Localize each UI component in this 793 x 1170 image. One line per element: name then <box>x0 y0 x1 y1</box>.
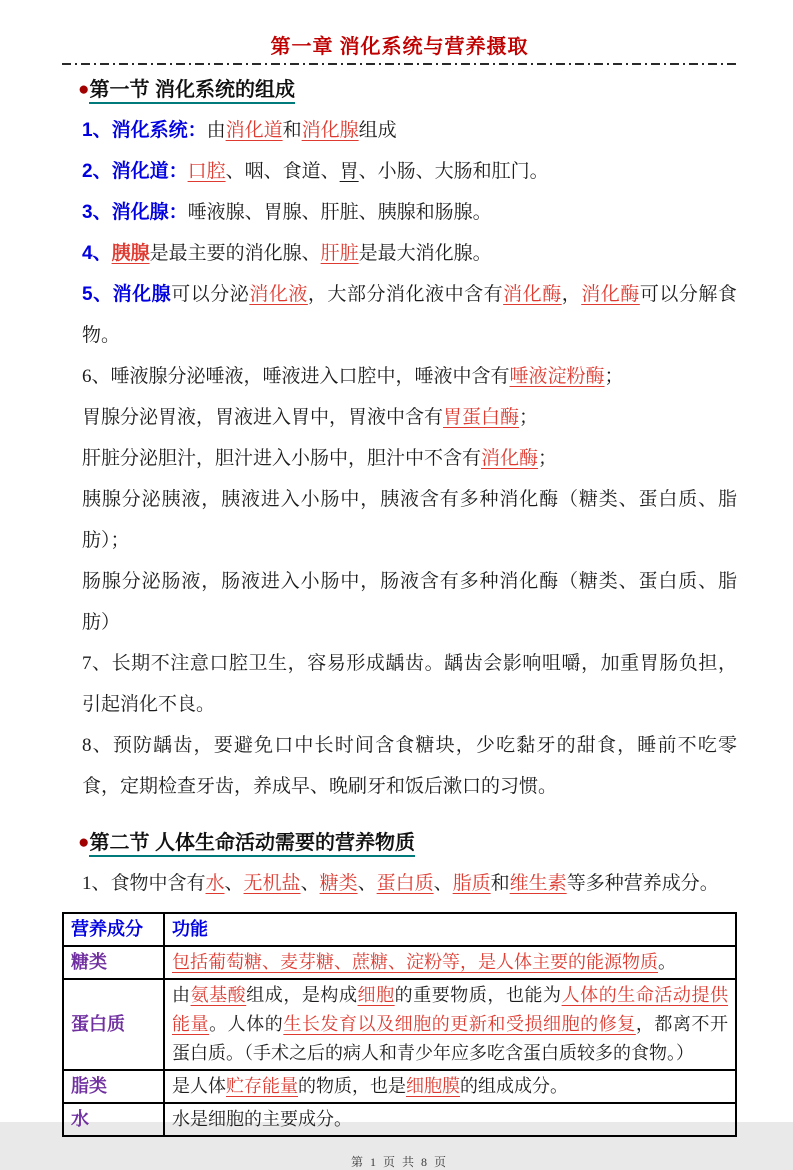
text-run: 水 <box>71 1109 89 1129</box>
table-row <box>63 1070 736 1103</box>
text-run: 和 <box>282 120 302 141</box>
text-run: 等多种营养成分。 <box>566 873 719 894</box>
text-run: 人体的生命活动提供能量 <box>172 985 729 1034</box>
text-run: 肝脏 <box>320 243 359 264</box>
text-run: 。人体的 <box>209 1014 284 1034</box>
text-run: 氨基酸 <box>190 985 247 1005</box>
nutrient-content-cell <box>164 946 736 979</box>
text-run: 生长发育以及细胞的更新和受损细胞的修复 <box>283 1014 636 1034</box>
paragraph <box>82 863 737 904</box>
section2-body <box>82 863 737 904</box>
text-run: 是最主要的消化腺、 <box>149 243 321 264</box>
paragraph <box>82 274 737 356</box>
text-run: 维生素 <box>509 873 567 894</box>
nutrient-label-cell <box>63 979 164 1070</box>
text-run: 1、消化系统： <box>82 120 207 141</box>
page-footer: 第 1 页 共 8 页 <box>350 1155 448 1169</box>
text-run: 的物质，也是 <box>298 1076 406 1096</box>
table-header-row <box>63 913 736 946</box>
section2-heading <box>78 829 737 857</box>
text-run: 细胞 <box>357 985 395 1005</box>
text-run: 、咽、食道、 <box>225 161 340 182</box>
text-run: 、 <box>224 873 244 894</box>
text-run: ，大部分消化液中含有 <box>307 284 504 305</box>
text-run: 消化酶 <box>481 448 539 469</box>
text-run: 、小肠、大肠和肛门。 <box>358 161 549 182</box>
text-run: 胰腺分泌胰液，胰液进入小肠中，胰液含有多种消化酶（糖类、蛋白质、脂肪）； <box>82 489 737 551</box>
paragraph <box>82 110 737 151</box>
text-run: 胃蛋白酶 <box>443 407 520 428</box>
text-run: 消化酶 <box>581 284 640 305</box>
paragraph <box>82 192 737 233</box>
text-run: 3、消化腺： <box>82 202 188 223</box>
text-run: 的重要物质，也能为 <box>394 985 562 1005</box>
paragraph <box>82 643 737 725</box>
text-run: 细胞膜 <box>406 1076 460 1096</box>
text-run: 贮存能量 <box>226 1076 298 1096</box>
text-run: 蛋白质 <box>376 873 434 894</box>
text-run: 消化酶 <box>503 284 562 305</box>
text-run: 糖类 <box>71 952 107 972</box>
bullet-icon: ● <box>78 832 90 853</box>
title-divider <box>62 63 737 65</box>
text-run: 包括葡萄糖、麦芽糖、蔗糖、淀粉等，是人体主要的能源物质 <box>172 952 658 972</box>
text-run: 唾液淀粉酶 <box>509 366 605 387</box>
nutrient-label-cell <box>63 1070 164 1103</box>
paragraph <box>82 233 737 274</box>
text-run: 是最大消化腺。 <box>358 243 492 264</box>
text-run: 蛋白质 <box>71 1014 125 1034</box>
chapter-title: 第一章 消化系统与营养摄取 <box>270 36 529 58</box>
text-run: ； <box>519 407 539 428</box>
paragraph <box>82 438 737 479</box>
paragraph <box>82 151 737 192</box>
nutrient-label-cell <box>63 1103 164 1136</box>
text-run: 可以分泌 <box>171 284 250 305</box>
text-run: 胃 <box>339 161 359 182</box>
bullet-icon: ● <box>78 79 90 100</box>
text-run: 、 <box>357 873 377 894</box>
text-run: 由 <box>172 985 191 1005</box>
text-run: 肠腺分泌肠液，肠液进入小肠中，肠液含有多种消化酶（糖类、蛋白质、脂肪） <box>82 571 737 633</box>
text-run: 7、长期不注意口腔卫生，容易形成龋齿。龋齿会影响咀嚼，加重胃肠负担，引起消化不良。 <box>82 653 737 715</box>
text-run: 可以分解食物。 <box>82 284 737 346</box>
table-row <box>63 1103 736 1136</box>
text-run: 水 <box>205 873 225 894</box>
text-run: 4、 <box>82 243 112 264</box>
text-run: 、 <box>433 873 453 894</box>
text-run: 2、消化道： <box>82 161 188 182</box>
section1-heading-text: 第一节 消化系统的组成 <box>89 79 295 104</box>
section1-heading <box>78 76 737 104</box>
text-run: 组成 <box>358 120 397 141</box>
paragraph <box>82 725 737 807</box>
text-run: 功能 <box>172 919 208 939</box>
nutrient-content-cell <box>164 979 736 1070</box>
text-run: 组成，是构成 <box>246 985 358 1005</box>
text-run: ； <box>538 448 558 469</box>
text-run: ； <box>604 366 624 387</box>
text-run: 消化腺 <box>301 120 359 141</box>
text-run: 糖类 <box>319 873 358 894</box>
paragraph <box>82 561 737 643</box>
text-run: 肝脏分泌胆汁，胆汁进入小肠中，胆汁中不含有 <box>82 448 482 469</box>
text-run: 1、食物中含有 <box>82 873 206 894</box>
text-run: 脂类 <box>71 1076 107 1096</box>
text-run: 唾液腺、胃腺、肝脏、胰腺和肠腺。 <box>187 202 492 223</box>
nutrient-label-cell <box>63 946 164 979</box>
text-run: 脂质 <box>452 873 491 894</box>
text-run: 胰腺 <box>111 243 150 264</box>
text-run: 胃腺分泌胃液，胃液进入胃中，胃液中含有 <box>82 407 444 428</box>
section2-heading-text: 第二节 人体生命活动需要的营养物质 <box>89 832 415 857</box>
text-run: ， <box>561 284 582 305</box>
text-run: 5、消化腺 <box>82 284 172 305</box>
text-run: 无机盐 <box>243 873 301 894</box>
text-run: 6、唾液腺分泌唾液，唾液进入口腔中，唾液中含有 <box>82 366 510 387</box>
nutrient-content-cell <box>164 1070 736 1103</box>
paragraph <box>82 479 737 561</box>
paragraph <box>82 397 737 438</box>
section-2 <box>62 829 737 1137</box>
text-run: 由 <box>206 120 226 141</box>
nutrients-table <box>62 912 737 1137</box>
text-run: 、 <box>300 873 320 894</box>
table-header-cell <box>164 913 736 946</box>
section-1 <box>62 76 737 807</box>
text-run: 营养成分 <box>71 919 143 939</box>
table-row <box>63 946 736 979</box>
text-run: 和 <box>490 873 510 894</box>
text-run: 8、预防龋齿，要避免口中长时间含食糖块，少吃黏牙的甜食，睡前不吃零食，定期检查牙齿，养成早、晚刷牙和饭后漱口的习惯。 <box>82 735 737 797</box>
text-run: 。 <box>658 952 676 972</box>
section1-body <box>82 110 737 807</box>
text-run: 消化道 <box>225 120 283 141</box>
text-run: 的组成成分。 <box>460 1076 568 1096</box>
text-run: 水是细胞的主要成分。 <box>172 1109 352 1129</box>
table-row <box>63 979 736 1070</box>
table-header-cell <box>63 913 164 946</box>
paragraph <box>82 356 737 397</box>
text-run: ，都离不开蛋白质。（手术之后的病人和青少年应多吃含蛋白质较多的食物。） <box>172 1014 729 1063</box>
text-run: 消化液 <box>249 284 308 305</box>
text-run: 是人体 <box>172 1076 226 1096</box>
nutrient-content-cell <box>164 1103 736 1136</box>
text-run: 口腔 <box>187 161 226 182</box>
